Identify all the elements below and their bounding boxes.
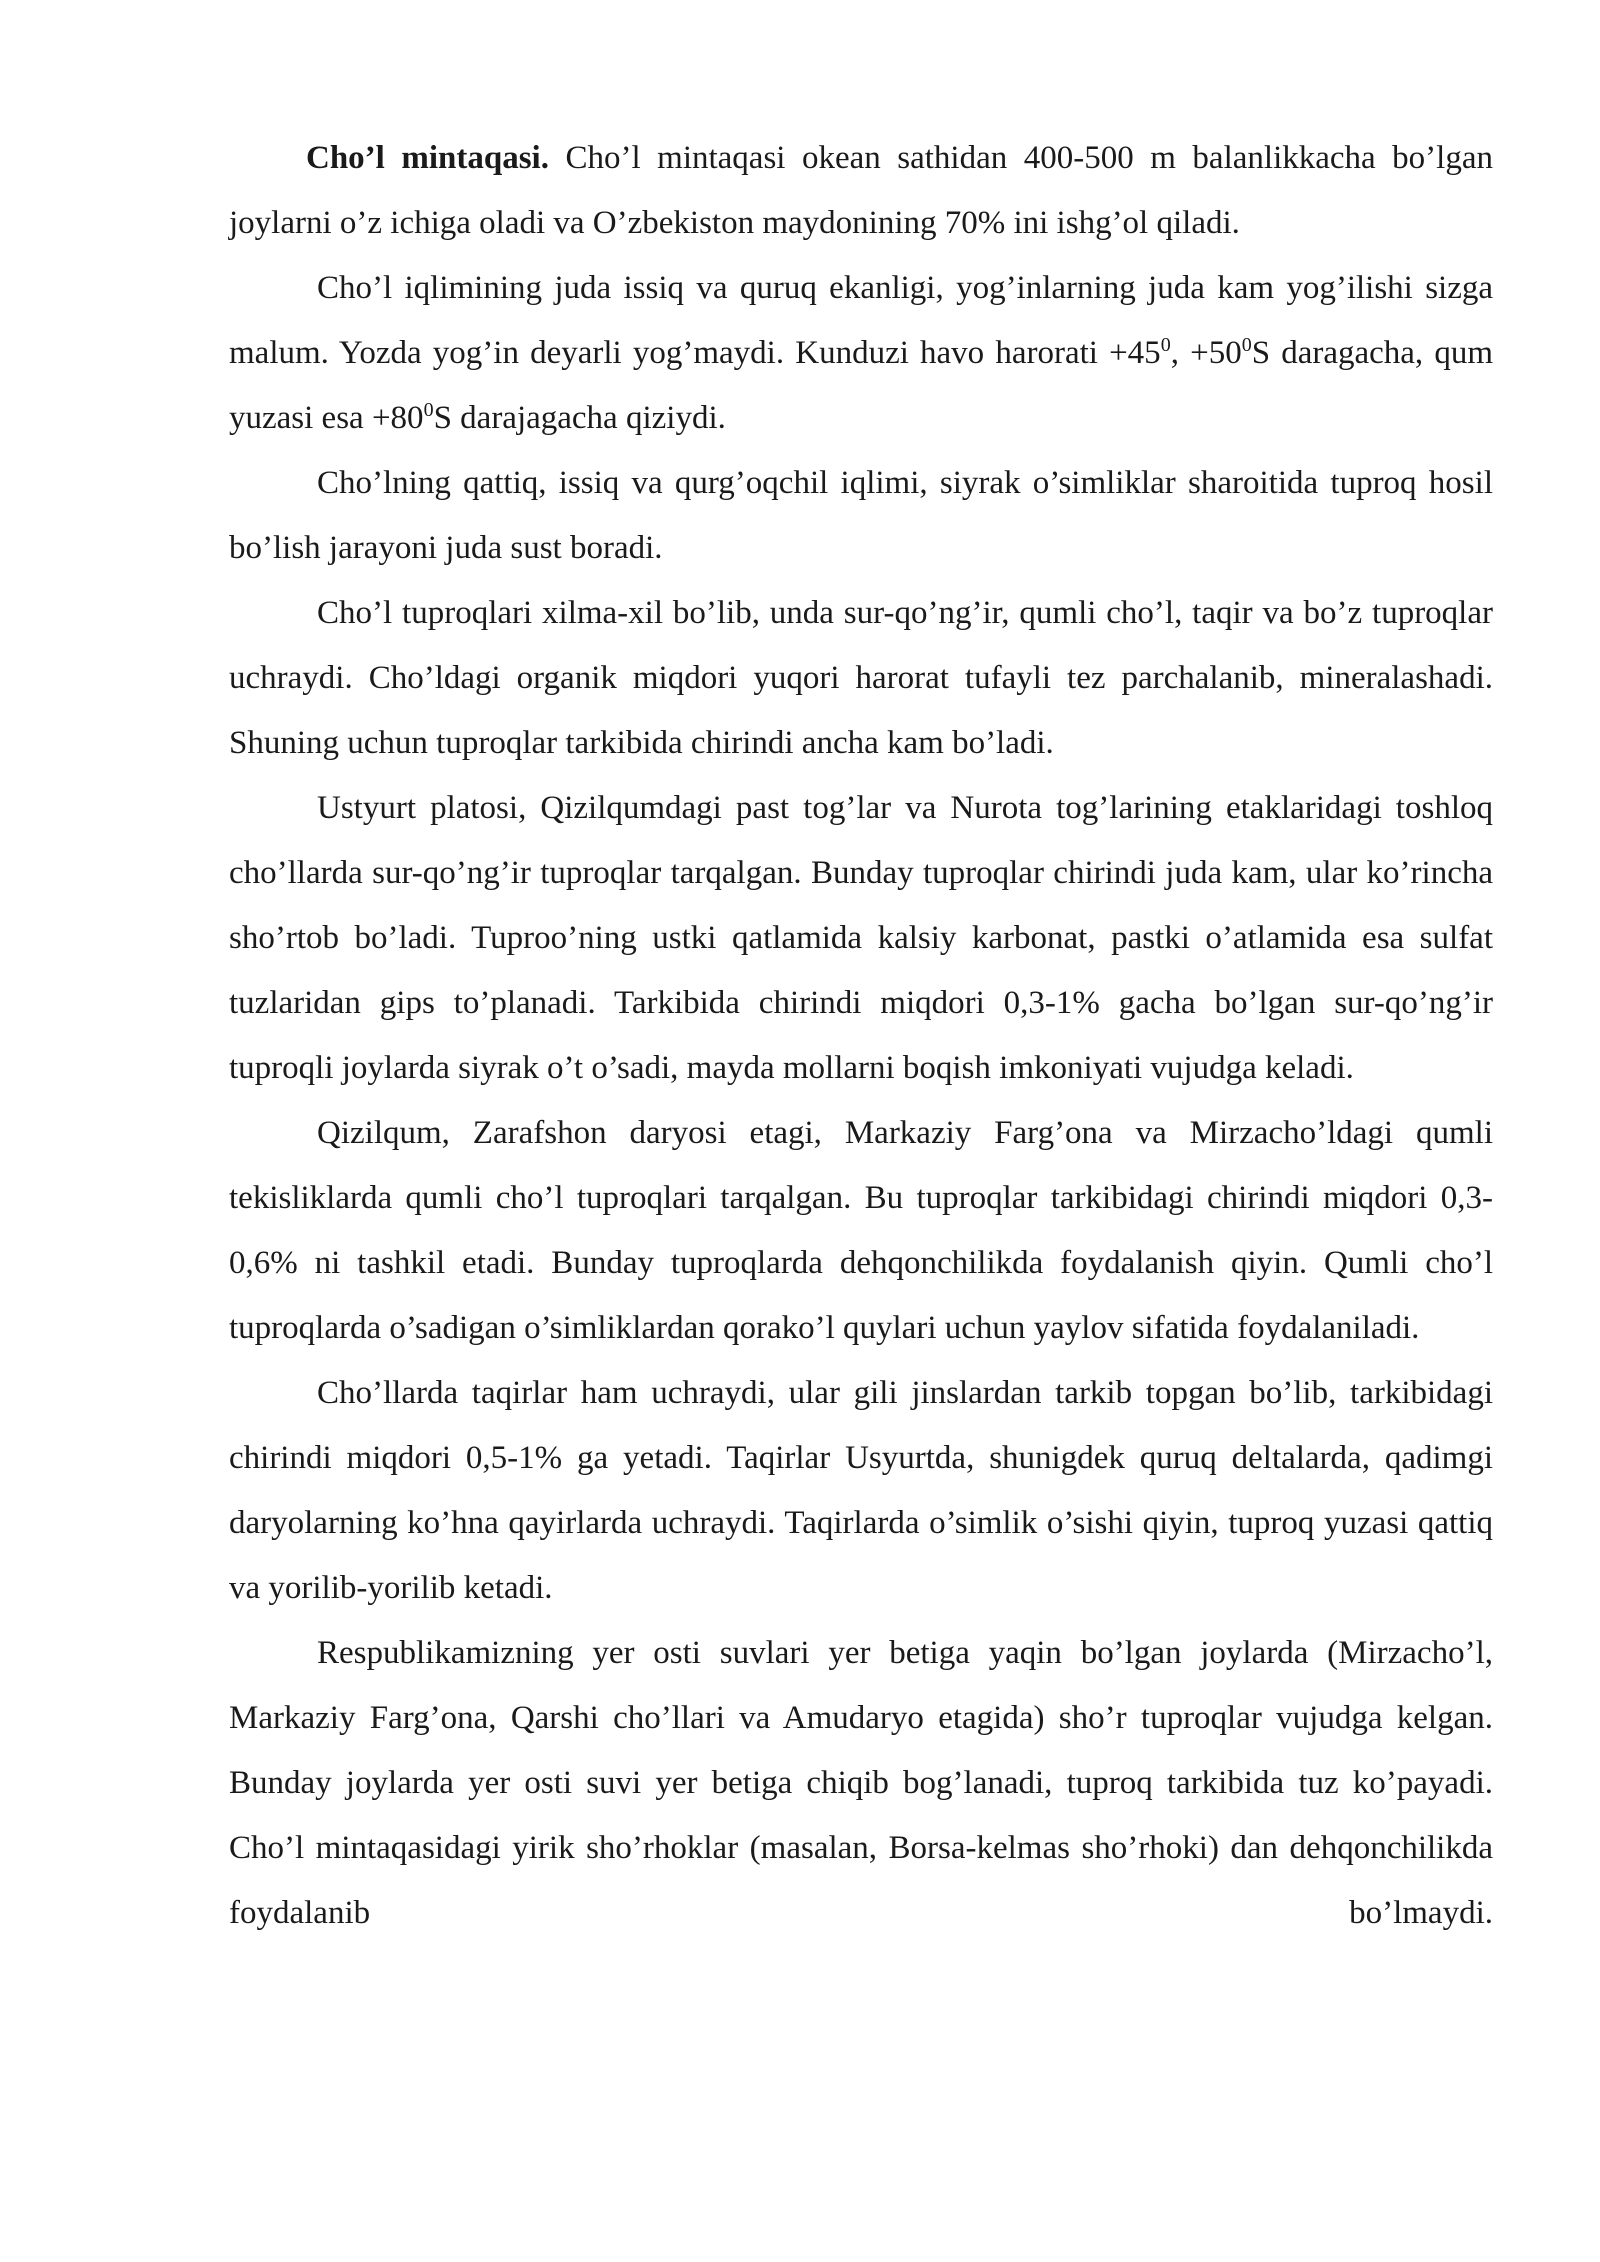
degree-superscript: 0 (1241, 334, 1252, 356)
climate-text-2: , +50 (1170, 335, 1242, 371)
climate-text-3: S daragacha, qum yuzasi esa +80 (229, 335, 1493, 436)
paragraph-soil-types: Cho’l tuproqlari xilma-xil bo’lib, unda sur-qo’ng’ir, qumli cho’l, taqir va bo’z tuproqlar uchraydi. Cho’ldagi organik miqdori yuqori harorat tufayli tez parchalanib, mineralashadi. Shuning uchun tuproqlar tarkibida chirindi ancha kam bo’ladi. (229, 595, 1493, 761)
degree-superscript: 0 (1160, 334, 1171, 356)
paragraph-climate (229, 256, 1493, 451)
paragraph-intro-text: Cho’l mintaqasi okean sathidan 400-500 m balanlikkacha bo’lgan joylarni o’z ichiga oladi va O’zbekiston maydonining 70% ini ishg’ol qiladi. (229, 140, 1493, 241)
degree-superscript: 0 (423, 399, 434, 421)
climate-text-1: Cho’l iqlimining juda issiq va quruq ekanligi, yog’inlarning juda kam yog’ilishi sizga malum. Yozda yog’in deyarli yog’maydi. Kunduzi havo harorati +45 (229, 270, 1493, 371)
paragraph-intro (229, 126, 1493, 256)
paragraph-ustyurt: Ustyurt platosi, Qizilqumdagi past tog’lar va Nurota tog’larining etaklaridagi toshloq cho’llarda sur-qo’ng’ir tuproqlar tarqalgan. Bunday tuproqlar chirindi juda kam, ular ko’rincha sho’rtob bo’ladi. Tuproo’ning ustki qatlamida kalsiy karbonat, pastki o’atlamida esa sulfat tuzlaridan gips to’planadi. Tarkibida chirindi miqdori 0,3-1% gacha bo’lgan sur-qo’ng’ir tuproqli joylarda siyrak o’t o’sadi, mayda mollarni boqish imkoniyati vujudga keladi. (229, 790, 1493, 1086)
paragraph-saline-soils: Respublikamizning yer osti suvlari yer betiga yaqin bo’lgan joylarda (Mirzacho’l, Markaziy Farg’ona, Qarshi cho’llari va Amudaryo etagida) sho’r tuproqlar vujudga kelgan. Bunday joylarda yer osti suvi yer betiga chiqib bog’lanadi, tuproq tarkibida tuz ko’payadi. Cho’l mintaqasidagi yirik sho’rhoklar (masalan, Borsa-kelmas sho’rhoki) dan dehqonchilikda foydalanib bo’lmaydi. (229, 1635, 1493, 1931)
document-page (229, 126, 1493, 1946)
paragraph-soil-formation: Cho’lning qattiq, issiq va qurg’oqchil iqlimi, siyrak o’simliklar sharoitida tuproq hosil bo’lish jarayoni juda sust boradi. (229, 465, 1493, 566)
paragraph-takyr: Cho’llarda taqirlar ham uchraydi, ular gili jinslardan tarkib topgan bo’lib, tarkibidagi chirindi miqdori 0,5-1% ga yetadi. Taqirlar Usyurtda, shunigdek quruq deltalarda, qadimgi daryolarning ko’hna qayirlarda uchraydi. Taqirlarda o’simlik o’sishi qiyin, tuproq yuzasi qattiq va yorilib-yorilib ketadi. (229, 1375, 1493, 1606)
section-heading: Cho’l mintaqasi. (306, 140, 549, 176)
climate-text-4: S darajagacha qiziydi. (433, 400, 726, 436)
paragraph-sandy-soils: Qizilqum, Zarafshon daryosi etagi, Markaziy Farg’ona va Mirzacho’ldagi qumli tekisliklarda qumli cho’l tuproqlari tarqalgan. Bu tuproqlar tarkibidagi chirindi miqdori 0,3-0,6% ni tashkil etadi. Bunday tuproqlarda dehqonchilikda foydalanish qiyin. Qumli cho’l tuproqlarda o’sadigan o’simliklardan qorako’l quylari uchun yaylov sifatida foydalaniladi. (229, 1115, 1493, 1346)
